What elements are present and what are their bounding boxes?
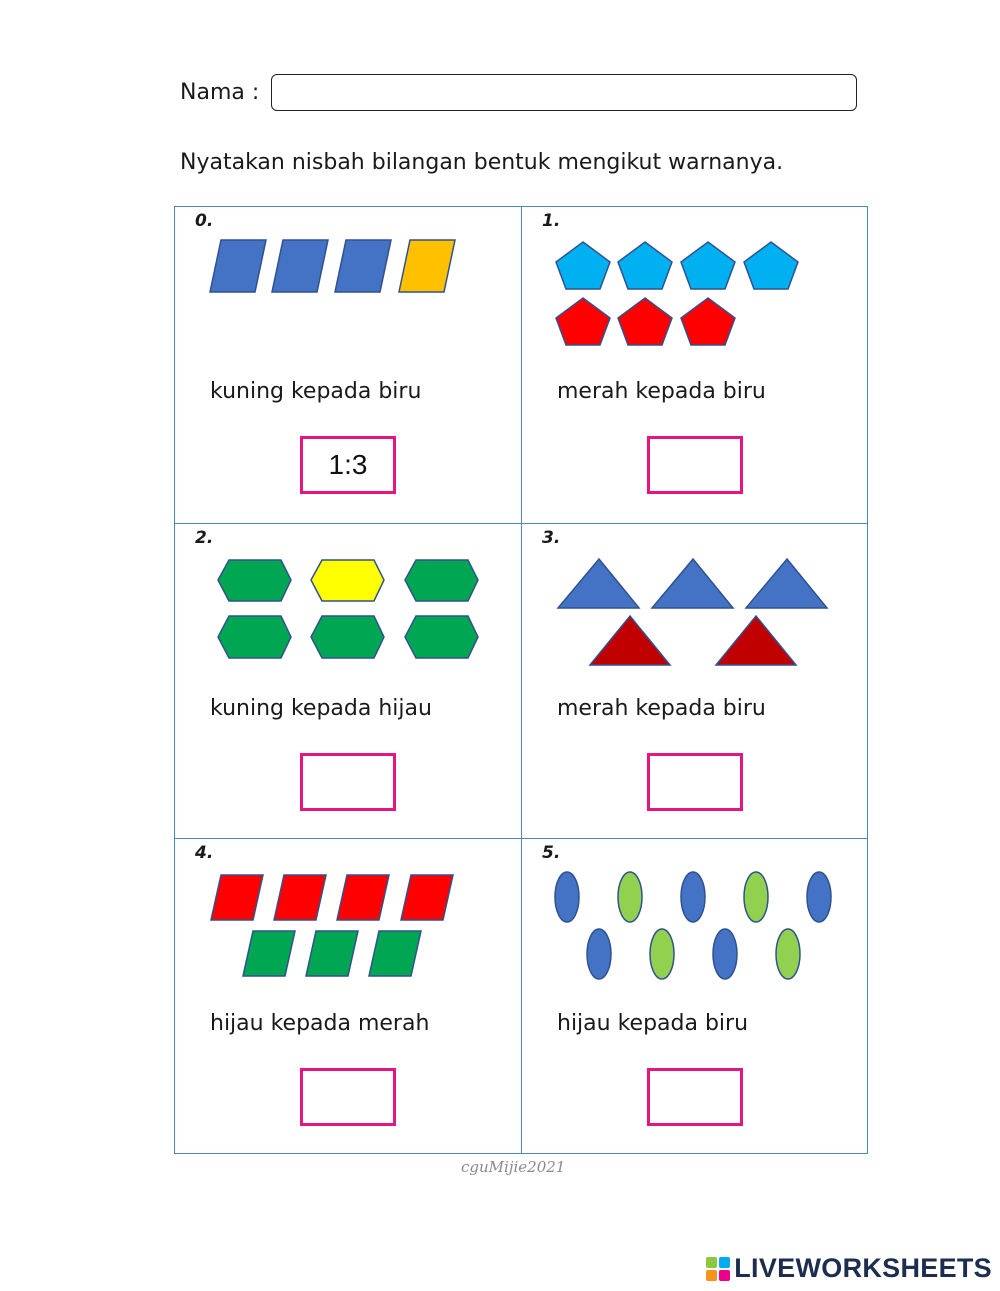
answer-box[interactable]	[647, 436, 743, 494]
pentagon-6	[618, 298, 672, 345]
question-phrase: hijau kepada biru	[557, 1011, 749, 1036]
ellipse-7	[650, 929, 674, 979]
answer-box[interactable]	[300, 436, 396, 494]
hexagon-4	[218, 616, 291, 658]
parallelogram-4	[401, 875, 453, 920]
answer-box[interactable]	[647, 1068, 743, 1126]
question-number: 1.	[542, 211, 561, 231]
triangle-4	[590, 616, 670, 665]
triangle-3	[746, 559, 827, 608]
answer-box[interactable]	[300, 1068, 396, 1126]
shape-group-3	[522, 524, 866, 684]
pentagon-3	[681, 242, 735, 289]
shape-group-2	[175, 524, 519, 684]
parallelogram-3	[335, 240, 391, 292]
question-cell-5	[521, 838, 867, 1153]
parallelogram-5	[243, 931, 295, 976]
ellipse-5	[807, 872, 831, 922]
parallelogram-7	[369, 931, 421, 976]
logo-tile-4	[719, 1270, 730, 1281]
question-number: 5.	[542, 843, 561, 863]
pentagon-4	[744, 242, 798, 289]
hexagon-5	[311, 616, 384, 658]
question-cell-3	[521, 523, 867, 838]
ellipse-2	[618, 872, 642, 922]
name-input[interactable]	[271, 74, 857, 111]
question-phrase: hijau kepada merah	[210, 1011, 430, 1036]
parallelogram-1	[210, 240, 266, 292]
parallelogram-1	[211, 875, 263, 920]
triangle-1	[558, 559, 639, 608]
question-cell-0	[175, 207, 521, 523]
logo-tile-3	[706, 1270, 717, 1281]
question-phrase: merah kepada biru	[557, 696, 766, 721]
question-grid	[174, 206, 868, 1154]
triangle-5	[716, 616, 796, 665]
pentagon-2	[618, 242, 672, 289]
question-cell-1	[521, 207, 867, 523]
hexagon-1	[218, 560, 291, 601]
hexagon-2	[311, 560, 384, 601]
shape-group-1	[522, 207, 866, 367]
pentagon-1	[556, 242, 610, 289]
question-number: 0.	[195, 211, 214, 231]
question-number: 4.	[195, 843, 214, 863]
brand-name: LIVEWORKSHEETS	[734, 1253, 992, 1283]
ellipse-8	[713, 929, 737, 979]
question-number: 3.	[542, 528, 561, 548]
pentagon-5	[556, 298, 610, 345]
ellipse-4	[744, 872, 768, 922]
question-phrase: merah kepada biru	[557, 379, 766, 404]
answer-box[interactable]	[300, 753, 396, 811]
answer-box[interactable]	[647, 753, 743, 811]
shape-group-5	[522, 839, 866, 999]
ellipse-3	[681, 872, 705, 922]
shape-group-0	[175, 207, 519, 367]
instruction-text: Nyatakan nisbah bilangan bentuk mengikut warnanya.	[180, 150, 784, 175]
parallelogram-2	[274, 875, 326, 920]
credit-text: cguMijie2021	[461, 1158, 566, 1176]
pentagon-7	[681, 298, 735, 345]
parallelogram-2	[272, 240, 328, 292]
shape-group-4	[175, 839, 519, 999]
hexagon-6	[405, 616, 478, 658]
question-cell-2	[175, 523, 521, 838]
liveworksheets-logo[interactable]	[706, 1253, 992, 1284]
name-label: Nama :	[180, 80, 260, 105]
liveworksheets-icon	[706, 1257, 730, 1281]
question-phrase: kuning kepada biru	[210, 379, 422, 404]
parallelogram-6	[306, 931, 358, 976]
question-number: 2.	[195, 528, 214, 548]
question-cell-4	[175, 838, 521, 1153]
ellipse-9	[776, 929, 800, 979]
question-phrase: kuning kepada hijau	[210, 696, 432, 721]
ellipse-1	[555, 872, 579, 922]
logo-tile-2	[719, 1257, 730, 1268]
triangle-2	[652, 559, 733, 608]
parallelogram-3	[337, 875, 389, 920]
parallelogram-4	[399, 240, 455, 292]
hexagon-3	[405, 560, 478, 601]
ellipse-6	[587, 929, 611, 979]
logo-tile-1	[706, 1257, 717, 1268]
